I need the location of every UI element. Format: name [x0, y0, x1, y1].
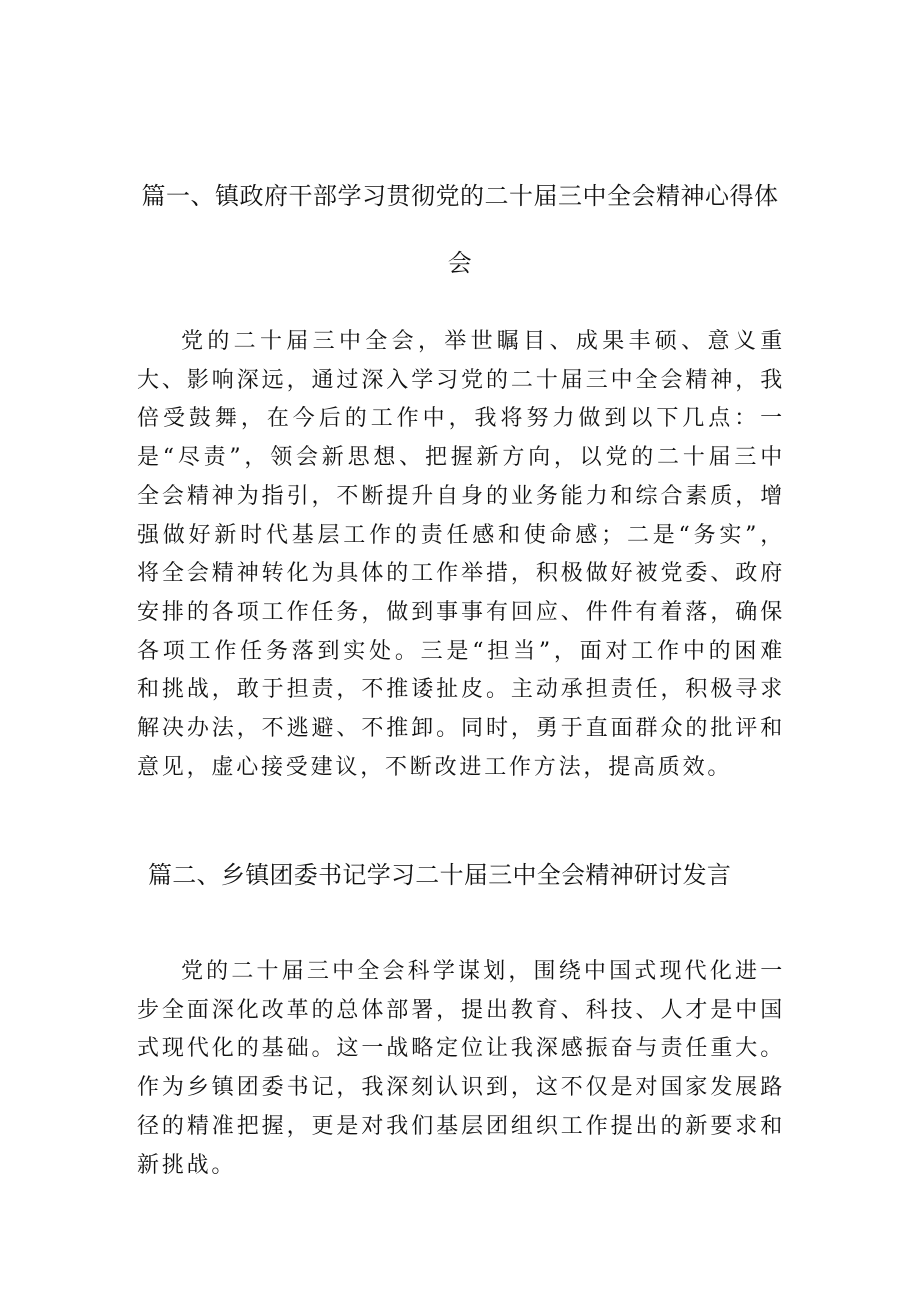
section1-paragraph: 党的二十届三中全会，举世瞩目、成果丰硕、意义重大、影响深远，通过深入学习党的二十届三中全会精神，我倍受鼓舞，在今后的工作中，我将努力做到以下几点：一是“尽责”，领会新思想、把握新方向，以党的二十届三中全会精神为指引，不断提升自身的业务能力和综合素质，增强做好新时代基层工作的责任感和使命感；二是“务实”，将全会精神转化为具体的工作举措，积极做好被党委、政府安排的各项工作任务，做到事事有回应、件件有着落，确保各项工作任务落到实处。三是“担当”，面对工作中的困难和挑战，敢于担责，不推诿扯皮。主动承担责任，积极寻求解决办法，不逃避、不推卸。同时，勇于直面群众的批评和意见，虚心接受建议，不断改进工作方法，提高质效。 [137, 329, 785, 780]
section2-paragraph: 党的二十届三中全会科学谋划，围绕中国式现代化进一步全面深化改革的总体部署，提出教育、科技、人才是中国式现代化的基础。这一战略定位让我深感振奋与责任重大。作为乡镇团委书记，我深刻认识到，这不仅是对国家发展路径的精准把握，更是对我们基层团组织工作提出的新要求和新挑战。 [137, 959, 785, 1178]
section1-title: 篇一、镇政府干部学习贯彻党的二十届三中全会精神心得体会 [141, 182, 779, 277]
section2-title: 篇二、乡镇团委书记学习二十届三中全会精神研讨发言 [148, 861, 732, 889]
